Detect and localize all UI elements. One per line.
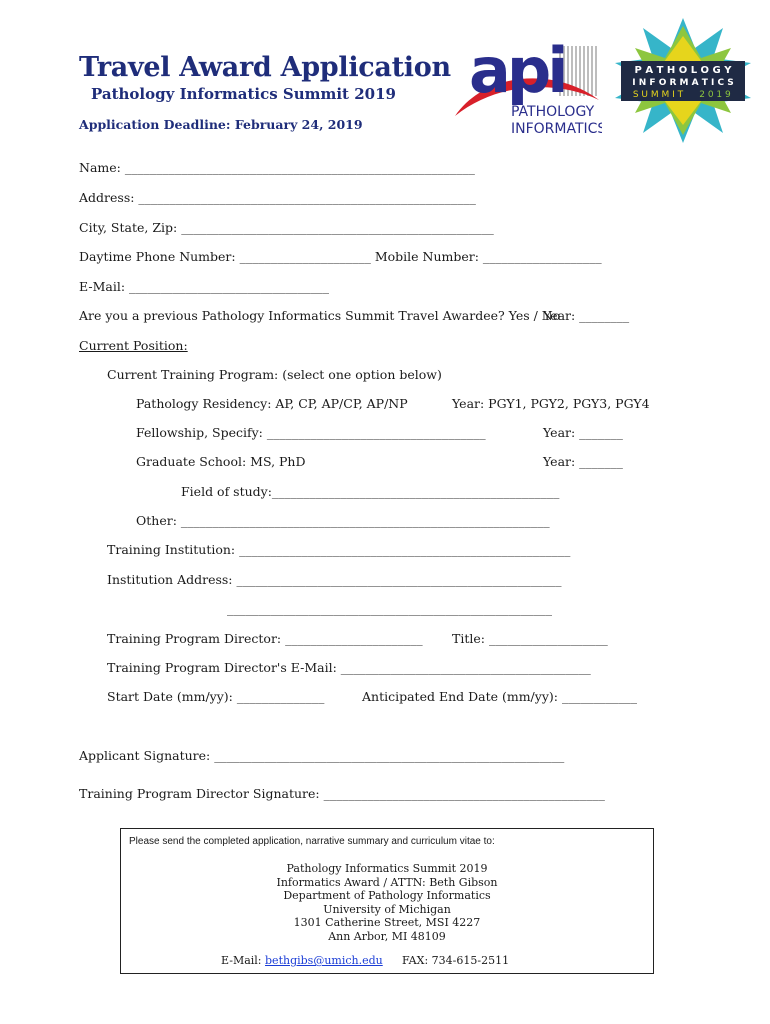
api-logo [447, 20, 602, 138]
graduate-school-year[interactable]: Year: _______ [543, 454, 623, 469]
training-institution-field[interactable]: Training Institution: _____________________________________________________ [107, 542, 571, 557]
director-title-field[interactable]: Title: ___________________ [452, 631, 608, 646]
fellowship-field[interactable]: Fellowship, Specify: ___________________________________ [136, 425, 486, 440]
mailing-info-box [120, 828, 654, 974]
field-of-study[interactable]: Field of study:______________________________________________ [181, 484, 560, 499]
page-subtitle: Pathology Informatics Summit 2019 [91, 85, 396, 103]
graduate-school-option[interactable]: Graduate School: MS, PhD [136, 454, 306, 469]
director-signature-field[interactable]: Training Program Director Signature: _____________________________________________ [79, 786, 605, 801]
summit-logo-line2: I N F O R M A T I C S [632, 78, 734, 88]
mailing-line: 1301 Catherine Street, MSI 4227 [293, 916, 481, 929]
api-logo-letters: api [469, 34, 565, 107]
email-link[interactable]: bethgibs@umich.edu [265, 954, 383, 967]
api-logo-line1: PATHOLOGY [511, 104, 595, 120]
mailing-address [121, 862, 653, 943]
institution-address-field[interactable]: Institution Address: ____________________________________________________ [107, 572, 562, 587]
end-date-field[interactable]: Anticipated End Date (mm/yy): ____________ [362, 689, 637, 704]
mailing-line: Informatics Award / ATTN: Beth Gibson [276, 875, 498, 889]
email-contact [221, 954, 383, 967]
api-logo-line2: INFORMATICS [511, 121, 602, 137]
email-label: E-Mail: [221, 954, 262, 967]
training-program-label: Current Training Program: (select one option below) [107, 367, 442, 382]
mailing-line: Department of Pathology Informatics [283, 889, 491, 902]
fellowship-year[interactable]: Year: _______ [543, 425, 623, 440]
summit-logo-line3: S U M M I T [632, 90, 684, 100]
program-director-field[interactable]: Training Program Director: ______________________ [107, 631, 423, 646]
mailing-line: Pathology Informatics Summit 2019 [286, 862, 488, 875]
current-position-heading: Current Position: [79, 338, 188, 353]
residency-year[interactable]: Year: PGY1, PGY2, PGY3, PGY4 [452, 396, 650, 411]
previous-awardee-question[interactable]: Are you a previous Pathology Informatics Summit Travel Awardee? Yes / No [79, 308, 561, 323]
email-field[interactable]: E-Mail: ________________________________ [79, 279, 330, 294]
address-field[interactable]: Address: ______________________________________________________ [79, 190, 476, 205]
other-field[interactable]: Other: ___________________________________________________________ [136, 513, 550, 528]
mailing-intro: Please send the completed application, narrative summary and curriculum vitae to: [129, 836, 495, 847]
mailing-line: University of Michigan [323, 902, 451, 916]
phone-fields[interactable]: Daytime Phone Number: _____________________ Mobile Number: ___________________ [79, 249, 602, 264]
name-field[interactable]: Name: ________________________________________________________ [79, 160, 475, 175]
summit-logo-year: 2 0 1 9 [699, 90, 731, 100]
director-email-field[interactable]: Training Program Director's E-Mail: ________________________________________ [107, 660, 591, 675]
previous-awardee-year[interactable]: Year: ________ [543, 308, 630, 323]
institution-address-line2[interactable]: ____________________________________________________ [227, 601, 552, 616]
mailing-line: Ann Arbor, MI 48109 [328, 929, 446, 943]
city-state-zip-field[interactable]: City, State, Zip: __________________________________________________ [79, 220, 494, 235]
page-title: Travel Award Application [79, 52, 451, 83]
fax-contact: FAX: 734-615-2511 [402, 954, 510, 967]
start-date-field[interactable]: Start Date (mm/yy): ______________ [107, 689, 325, 704]
application-deadline: Application Deadline: February 24, 2019 [79, 117, 363, 132]
summit-logo-line1: P A T H O L O G Y [634, 65, 732, 76]
summit-logo [613, 18, 753, 143]
applicant-signature-field[interactable]: Applicant Signature: ________________________________________________________ [79, 748, 565, 763]
residency-option[interactable]: Pathology Residency: AP, CP, AP/CP, AP/NP [136, 396, 408, 411]
